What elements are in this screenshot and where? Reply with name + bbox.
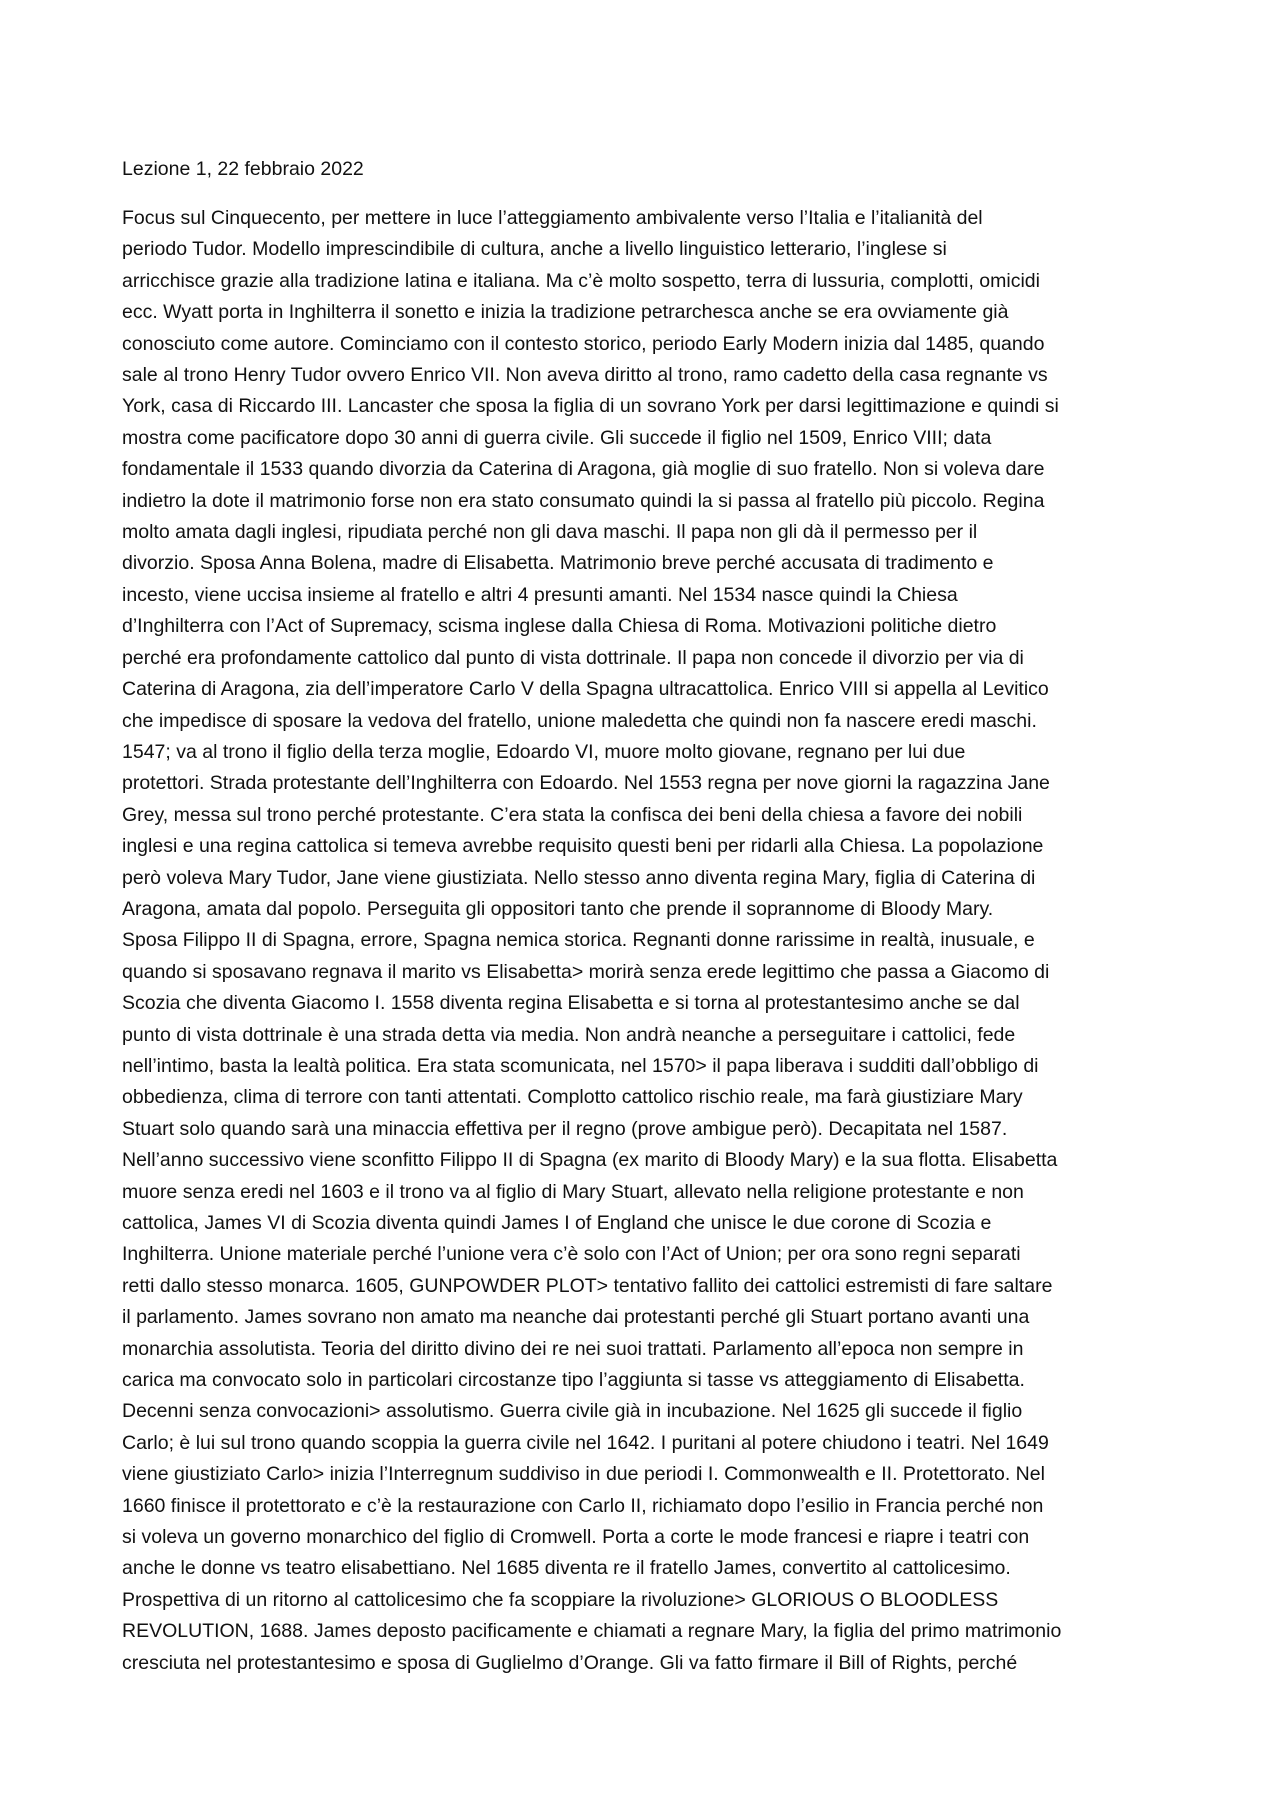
paragraph-line: arricchisce grazie alla tradizione latina e italiana. Ma c’è molto sospetto, terra di lussuria, complotti, omicidi xyxy=(122,269,1040,292)
paragraph-line: Carlo; è lui sul trono quando scoppia la guerra civile nel 1642. I puritani al potere chiudono i teatri. Nel 1649 xyxy=(122,1431,1049,1454)
paragraph-line: mostra come pacificatore dopo 30 anni di guerra civile. Gli succede il figlio nel 1509, Enrico VIII; data xyxy=(122,426,992,449)
paragraph-line: Aragona, amata dal popolo. Perseguita gli oppositori tanto che prende il soprannome di Bloody Mary. xyxy=(122,897,994,920)
paragraph-line: Sposa Filippo II di Spagna, errore, Spagna nemica storica. Regnanti donne rarissime in realtà, inusuale, e xyxy=(122,929,1035,952)
paragraph-line: quando si sposavano regnava il marito vs Elisabetta> morirà senza erede legittimo che passa a Giacomo di xyxy=(122,960,1050,983)
paragraph-line: incesto, viene uccisa insieme al fratello e altri 4 presunti amanti. Nel 1534 nasce quindi la Chiesa xyxy=(122,583,958,606)
paragraph-line: Stuart solo quando sarà una minaccia effettiva per il regno (prove ambigue però). Decapitata nel 1587. xyxy=(122,1117,1008,1140)
lesson-body-paragraph xyxy=(122,203,1162,1679)
paragraph-line: nell’intimo, basta la lealtà politica. Era stata scomunicata, nel 1570> il papa liberava i sudditi dall’obbligo di xyxy=(122,1054,1039,1077)
paragraph-line: divorzio. Sposa Anna Bolena, madre di Elisabetta. Matrimonio breve perché accusata di tradimento e xyxy=(122,552,994,575)
paragraph-line: punto di vista dottrinale è una strada detta via media. Non andrà neanche a perseguitare i cattolici, fede xyxy=(122,1023,1016,1046)
paragraph-line: Grey, messa sul trono perché protestante. C’era stata la confisca dei beni della chiesa a favore dei nobili xyxy=(122,803,1023,826)
paragraph-line: monarchia assolutista. Teoria del diritto divino dei re nei suoi trattati. Parlamento all’epoca non sempre in xyxy=(122,1337,1024,1360)
paragraph-line: cattolica, James VI di Scozia diventa quindi James I of England che unisce le due corone di Scozia e xyxy=(122,1212,992,1234)
paragraph-line: d’Inghilterra con l’Act of Supremacy, scisma inglese dalla Chiesa di Roma. Motivazioni politiche dietro xyxy=(122,615,997,638)
paragraph-line: periodo Tudor. Modello imprescindibile di cultura, anche a livello linguistico letterario, l’inglese si xyxy=(122,238,947,261)
paragraph-line: indietro la dote il matrimonio forse non era stato consumato quindi la si passa al fratello più piccolo. Regina xyxy=(122,489,1045,512)
paragraph-line: Nell’anno successivo viene sconfitto Filippo II di Spagna (ex marito di Bloody Mary) e la sua flotta. Elisabetta xyxy=(122,1149,1058,1172)
lesson-heading: Lezione 1, 22 febbraio 2022 xyxy=(122,158,364,180)
paragraph-line: conosciuto come autore. Cominciamo con il contesto storico, periodo Early Modern inizia dal 1485, quando xyxy=(122,332,1045,355)
paragraph-line: protettori. Strada protestante dell’Inghilterra con Edoardo. Nel 1553 regna per nove giorni la ragazzina Jane xyxy=(122,772,1050,795)
paragraph-line: anche le donne vs teatro elisabettiano. Nel 1685 diventa re il fratello James, convertito al cattolicesimo. xyxy=(122,1557,1011,1580)
paragraph-line: Scozia che diventa Giacomo I. 1558 diventa regina Elisabetta e si torna al protestantesimo anche se dal xyxy=(122,992,1020,1015)
paragraph-line: carica ma convocato solo in particolari circostanze tipo l’aggiunta si tasse vs atteggiamento di Elisabetta. xyxy=(122,1369,1025,1392)
paragraph-line: si voleva un governo monarchico del figlio di Cromwell. Porta a corte le mode francesi e riapre i teatri con xyxy=(122,1526,1030,1549)
paragraph-line: viene giustiziato Carlo> inizia l’Interregnum suddiviso in due periodi I. Commonwealth e II. Protettorato. Nel xyxy=(122,1463,1045,1486)
paragraph-line: Prospettiva di un ritorno al cattolicesimo che fa scoppiare la rivoluzione> GLORIOUS O BLOODLESS xyxy=(122,1588,999,1611)
paragraph-line: 1547; va al trono il figlio della terza moglie, Edoardo VI, muore molto giovane, regnano per lui due xyxy=(122,740,966,763)
paragraph-line: però voleva Mary Tudor, Jane viene giustiziata. Nello stesso anno diventa regina Mary, figlia di Caterina di xyxy=(122,866,1036,889)
paragraph-line: cresciuta nel protestantesimo e sposa di Guglielmo d’Orange. Gli va fatto firmare il Bill of Rights, perché xyxy=(122,1651,1018,1674)
paragraph-line: fondamentale il 1533 quando divorzia da Caterina di Aragona, già moglie di suo fratello. Non si voleva dare xyxy=(122,458,1045,481)
paragraph-line: muore senza eredi nel 1603 e il trono va al figlio di Mary Stuart, allevato nella religione protestante e non xyxy=(122,1180,1024,1203)
paragraph-line: Decenni senza convocazioni> assolutismo. Guerra civile già in incubazione. Nel 1625 gli succede il figlio xyxy=(122,1400,1023,1423)
paragraph-line: Focus sul Cinquecento, per mettere in luce l’atteggiamento ambivalente verso l’Italia e l’italianità del xyxy=(122,207,983,229)
paragraph-line: Caterina di Aragona, zia dell’imperatore Carlo V della Spagna ultracattolica. Enrico VIII si appella al Levitico xyxy=(122,678,1049,701)
paragraph-line: 1660 finisce il protettorato e c’è la restaurazione con Carlo II, richiamato dopo l’esilio in Francia perché non xyxy=(122,1494,1044,1517)
paragraph-line: obbedienza, clima di terrore con tanti attentati. Complotto cattolico rischio reale, ma farà giustiziare Mary xyxy=(122,1086,1023,1109)
paragraph-line: che impedisce di sposare la vedova del fratello, unione maledetta che quindi non fa nascere eredi maschi. xyxy=(122,709,1037,732)
paragraph-line: molto amata dagli inglesi, ripudiata perché non gli dava maschi. Il papa non gli dà il permesso per il xyxy=(122,521,978,544)
paragraph-line: sale al trono Henry Tudor ovvero Enrico VII. Non aveva diritto al trono, ramo cadetto della casa regnante vs xyxy=(122,364,1048,387)
paragraph-line: il parlamento. James sovrano non amato ma neanche dai protestanti perché gli Stuart portano avanti una xyxy=(122,1306,1030,1329)
paragraph-line: York, casa di Riccardo III. Lancaster che sposa la figlia di un sovrano York per darsi legittimazione e quindi si xyxy=(122,395,1059,418)
paragraph-line: Inghilterra. Unione materiale perché l’unione vera c’è solo con l’Act of Union; per ora sono regni separati xyxy=(122,1243,1021,1266)
paragraph-line: inglesi e una regina cattolica si temeva avrebbe requisito questi beni per ridarli alla Chiesa. La popolazione xyxy=(122,835,1044,858)
paragraph-line: ecc. Wyatt porta in Inghilterra il sonetto e inizia la tradizione petrarchesca anche se era ovviamente già xyxy=(122,301,1009,324)
paragraph-line: perché era profondamente cattolico dal punto di vista dottrinale. Il papa non concede il divorzio per via di xyxy=(122,646,1024,669)
paragraph-line: retti dallo stesso monarca. 1605, GUNPOWDER PLOT> tentativo fallito dei cattolici estremisti di fare saltare xyxy=(122,1274,1053,1297)
paragraph-line: REVOLUTION, 1688. James deposto pacificamente e chiamati a regnare Mary, la figlia del primo matrimonio xyxy=(122,1620,1062,1643)
